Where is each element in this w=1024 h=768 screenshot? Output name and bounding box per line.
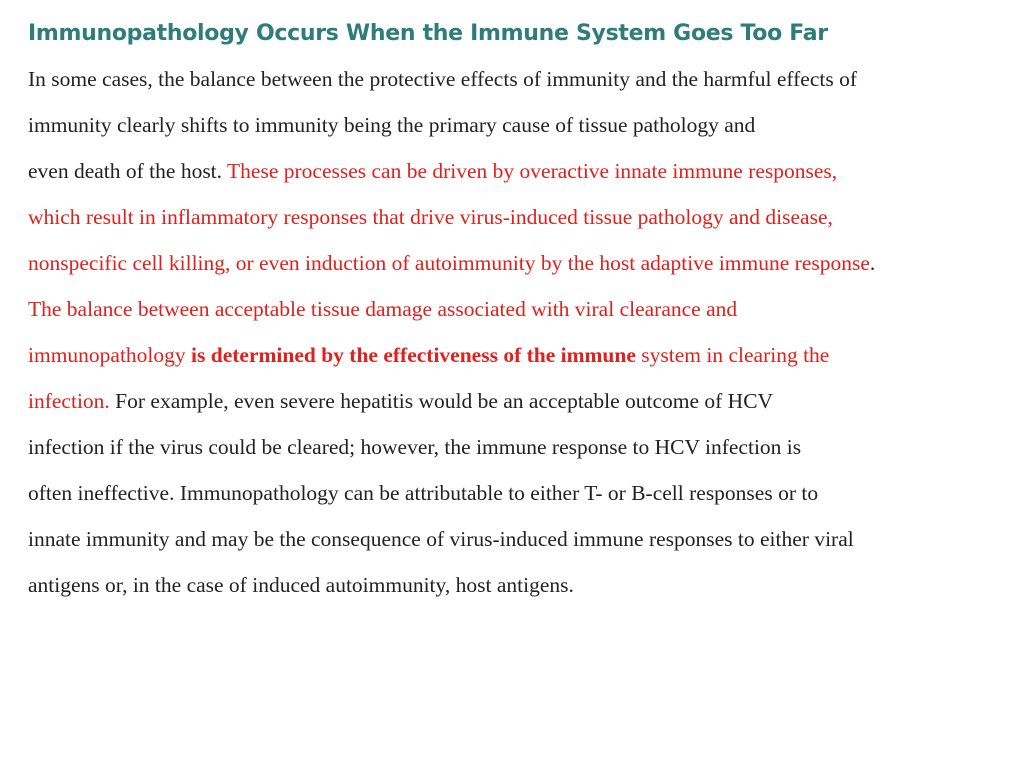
highlighted-text: immunopathology — [28, 343, 192, 367]
body-text: even death of the host. — [28, 159, 228, 183]
paragraph-line — [28, 516, 1004, 562]
body-text: innate immunity and may be the consequence of virus-induced immune responses to either viral — [28, 527, 854, 551]
paragraph-line — [28, 56, 1004, 102]
paragraph-line — [28, 194, 1004, 240]
paragraph-line — [28, 286, 1004, 332]
body-text: In some cases, the balance between the protective effects of immunity and the harmful effects of — [28, 67, 858, 91]
highlighted-text: These processes can be driven by overactive innate immune responses, — [227, 159, 838, 183]
highlighted-text: infection. — [28, 389, 110, 413]
paragraph-line — [28, 424, 1004, 470]
highlighted-text: The balance between acceptable tissue damage associated with viral clearance and — [28, 297, 738, 321]
body-text: infection if the virus could be cleared; however, the immune response to HCV infection is — [28, 435, 802, 459]
body-text: immunity clearly shifts to immunity being the primary cause of tissue pathology and — [28, 113, 756, 137]
body-text: often ineffective. Immunopathology can be attributable to either T- or B-cell responses or to — [28, 481, 819, 505]
paragraph-line — [28, 470, 1004, 516]
highlighted-text: nonspecific cell killing, or even induction of autoimmunity by the host adaptive immune response — [28, 251, 870, 275]
highlighted-text: which result in inflammatory responses that drive virus-induced tissue pathology and disease, — [28, 205, 833, 229]
body-paragraph — [28, 56, 1004, 608]
paragraph-line — [28, 378, 1004, 424]
emphasized-text: is determined by the effectiveness of the immune — [191, 343, 636, 367]
body-text: antigens or, in the case of induced autoimmunity, host antigens. — [28, 573, 574, 597]
body-text: . — [869, 251, 876, 275]
body-text: For example, even severe hepatitis would be an acceptable outcome of HCV — [109, 389, 774, 413]
paragraph-line — [28, 102, 1004, 148]
paragraph-line — [28, 562, 1004, 608]
slide-title: Immunopathology Occurs When the Immune System Goes Too Far — [28, 21, 828, 46]
paragraph-line — [28, 148, 1004, 194]
paragraph-line — [28, 332, 1004, 378]
highlighted-text: system in clearing the — [635, 343, 830, 367]
paragraph-line — [28, 240, 1004, 286]
